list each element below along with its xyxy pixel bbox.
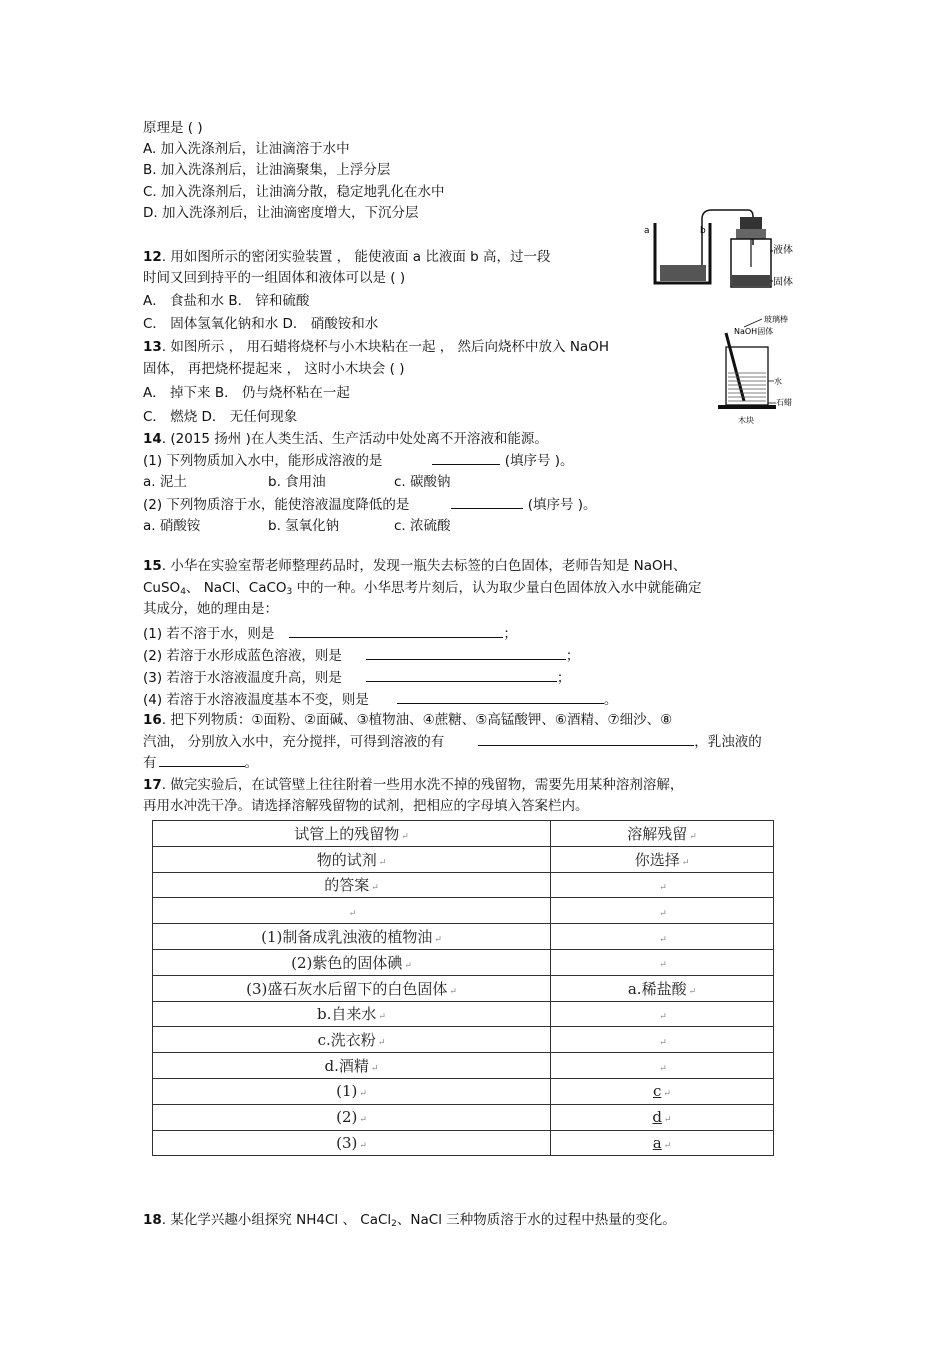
q13-line2: 固体， 再把烧杯提起来 ， 这时小木块会 ( ) xyxy=(143,361,405,377)
table-cell-text: b.自来水 xyxy=(317,1005,377,1024)
table-cell-text: 你选择 xyxy=(634,850,680,869)
table-cell-answer xyxy=(551,975,774,1001)
table-cell-residue xyxy=(153,1001,551,1027)
q13-beaker-figure xyxy=(714,313,814,431)
table-cell-text: 试管上的残留物 xyxy=(294,824,400,843)
table-cell-text: (1) xyxy=(336,1082,358,1101)
q15-item-1-text: (1) 若不溶于水，则是 xyxy=(143,626,275,642)
table-cell-residue xyxy=(153,1027,551,1053)
q12-options-ab: A． 食盐和水 B． 锌和硫酸 xyxy=(143,293,310,309)
q15-blank-2[interactable] xyxy=(366,646,566,660)
return-mark-icon: ↵ xyxy=(681,857,690,868)
q15-formula-nacl-caco: 、 NaCl、CaCO xyxy=(185,580,287,596)
q16-line3 xyxy=(143,753,258,772)
table-cell-residue xyxy=(153,872,551,898)
q15-line2-text: 中的一种。小华思考片刻后，认为取少量白色固体放入水中就能确定 xyxy=(292,580,702,596)
q15-item-4-tail: 。 xyxy=(603,692,618,708)
return-mark-icon: ↵ xyxy=(663,1089,671,1100)
q14-part1-tail: (填序号 )。 xyxy=(500,453,574,469)
q13-options-ab: A． 掉下来 B． 仍与烧杯粘在一起 xyxy=(143,385,350,401)
q14-part2-text: (2) 下列物质溶于水，能使溶液温度降低的是 xyxy=(143,497,410,513)
q14-p1-option-b: b. 食用油 xyxy=(268,474,326,490)
table-row xyxy=(153,949,774,975)
q13-options-cd: C． 燃烧 D． 无任何现象 xyxy=(143,409,298,425)
q18-line xyxy=(143,1211,676,1233)
q15-sub-4: 4 xyxy=(180,587,186,597)
table-row xyxy=(153,1104,774,1130)
q15-sub-3: 3 xyxy=(286,587,293,597)
q14-p1-option-a: a. 泥土 xyxy=(143,474,187,490)
return-mark-icon: ↵ xyxy=(348,908,357,919)
fig-label-a: a xyxy=(644,226,650,236)
q16-line3-text: 有 xyxy=(143,755,157,771)
table-row xyxy=(153,924,774,950)
return-mark-icon: ↵ xyxy=(404,960,412,971)
table-cell-answer xyxy=(551,872,774,898)
fig-label-block: 木块 xyxy=(738,416,754,425)
q16-line3-tail: 。 xyxy=(244,755,258,771)
q15-item-4 xyxy=(143,690,617,709)
table-cell-answer xyxy=(551,1027,774,1053)
q15-item-1-tail: ； xyxy=(503,626,517,642)
q12-apparatus-figure xyxy=(640,205,800,293)
table-cell-text: 溶解残留 xyxy=(627,824,688,843)
q16-stem: . 把下列物质：①面粉、②面碱、③植物油、④蔗糖、⑤高锰酸钾、⑥酒精、⑦细沙、⑧ xyxy=(161,712,673,728)
return-mark-icon: ↵ xyxy=(664,1115,672,1126)
q15-item-1 xyxy=(143,624,517,643)
q15-item-2-tail: ； xyxy=(565,648,580,664)
q14-p2-option-b: b. 氢氧化钠 xyxy=(268,518,340,534)
q11-option-a: A. 加入洗涤剂后，让油滴溶于水中 xyxy=(143,141,350,157)
q16-number: 16 xyxy=(143,712,162,728)
table-cell-text: c.洗衣粉 xyxy=(317,1031,376,1050)
return-mark-icon: ↵ xyxy=(663,1140,672,1151)
q15-line1 xyxy=(143,557,686,575)
table-cell-residue xyxy=(153,1053,551,1079)
table-cell-text: (3)盛石灰水后留下的白色固体 xyxy=(246,979,448,998)
q12-line1 xyxy=(143,248,550,266)
q17-stem: . 做完实验后，在试管壁上往往附着一些用水洗不掉的残留物，需要先用某种溶剂溶解， xyxy=(161,777,684,793)
q14-stem: . (2015 扬州 )在人类生活、生产活动中处处离不开溶液和能源。 xyxy=(161,431,548,447)
q12-stem: . 用如图所示的密闭实验装置 ， 能使液面 a 比液面 b 高，过一段 xyxy=(161,249,551,265)
q14-answer-blank-2[interactable] xyxy=(451,495,523,509)
table-cell-answer xyxy=(551,924,774,950)
table-cell-residue xyxy=(153,898,551,924)
q15-blank-1[interactable] xyxy=(289,624,503,638)
q15-item-3-text: (3) 若溶于水溶液温度升高，则是 xyxy=(143,670,342,686)
q18-sub-2: 2 xyxy=(391,1219,397,1229)
q15-stem: . 小华在实验室帮老师整理药品时，发现一瓶失去标签的白色固体，老师告知是 NaOH、 xyxy=(161,558,687,574)
q15-blank-4[interactable] xyxy=(397,690,604,704)
q13-line1 xyxy=(143,338,609,356)
table-cell-text: 的答案 xyxy=(324,876,370,895)
table-row xyxy=(153,1001,774,1027)
q14-answer-blank-1[interactable] xyxy=(432,451,500,465)
return-mark-icon: ↵ xyxy=(659,908,667,919)
table-cell-answer xyxy=(551,1053,774,1079)
return-mark-icon: ↵ xyxy=(688,986,697,997)
table-row xyxy=(153,898,774,924)
table-cell-residue xyxy=(153,924,551,950)
q16-line2-tail: ，乳浊液的 xyxy=(694,734,762,750)
return-mark-icon: ↵ xyxy=(359,1089,367,1100)
table-cell-answer xyxy=(551,821,774,847)
table-cell-text: (2) xyxy=(336,1108,358,1127)
q17-line1 xyxy=(143,776,683,794)
return-mark-icon: ↵ xyxy=(659,934,667,945)
q15-item-2-text: (2) 若溶于水形成蓝色溶液，则是 xyxy=(143,648,342,664)
q15-item-4-text: (4) 若溶于水溶液温度基本不变，则是 xyxy=(143,692,369,708)
q18-number: 18 xyxy=(143,1212,162,1228)
table-cell-text: (1)制备成乳浊液的植物油 xyxy=(261,928,433,947)
return-mark-icon: ↵ xyxy=(378,1012,386,1023)
fig-label-naoh: NaOH固体 xyxy=(734,327,774,336)
q14-number: 14 xyxy=(143,431,162,447)
table-cell-text: a xyxy=(652,1133,662,1152)
q14-part2-options xyxy=(143,517,451,535)
table-cell-residue xyxy=(153,821,551,847)
q18-text2: 、NaCl 三种物质溶于水的过程中热量的变化。 xyxy=(396,1212,676,1228)
table-cell-residue xyxy=(153,949,551,975)
return-mark-icon: ↵ xyxy=(689,831,697,842)
q15-line2 xyxy=(143,579,702,601)
q15-number: 15 xyxy=(143,558,162,574)
q16-solution-blank[interactable] xyxy=(478,732,694,746)
q16-line1 xyxy=(143,711,672,729)
fig-label-rod: 玻璃棒 xyxy=(764,315,788,324)
table-row xyxy=(153,1027,774,1053)
q11-option-b: B. 加入洗涤剂后，让油滴聚集，上浮分层 xyxy=(143,162,391,178)
q14-part2 xyxy=(143,495,597,514)
return-mark-icon: ↵ xyxy=(659,1063,667,1074)
return-mark-icon: ↵ xyxy=(401,831,409,842)
return-mark-icon: ↵ xyxy=(434,935,442,946)
return-mark-icon: ↵ xyxy=(371,883,379,894)
table-cell-answer xyxy=(551,1130,774,1156)
table-cell-residue xyxy=(153,846,551,872)
q14-p2-option-c: c. 浓硫酸 xyxy=(394,518,451,534)
table-cell-answer xyxy=(551,949,774,975)
return-mark-icon: ↵ xyxy=(659,960,667,971)
table-cell-text: d.酒精 xyxy=(324,1057,369,1076)
q15-item-2 xyxy=(143,646,579,665)
table-cell-answer xyxy=(551,1001,774,1027)
fig-label-water: 水 xyxy=(774,377,782,386)
table-cell-residue xyxy=(153,1130,551,1156)
q16-line2-text: 汽油， 分别放入水中，充分搅拌，可得到溶液的有 xyxy=(143,734,445,750)
table-cell-residue xyxy=(153,1104,551,1130)
fig-label-liquid: 液体 xyxy=(773,245,793,256)
return-mark-icon: ↵ xyxy=(659,882,667,893)
table-cell-text: a.稀盐酸 xyxy=(627,979,687,998)
table-cell-answer xyxy=(551,846,774,872)
table-row xyxy=(153,821,774,847)
return-mark-icon: ↵ xyxy=(370,1064,379,1075)
table-cell-answer xyxy=(551,1078,774,1104)
table-cell-text: (2)紫色的固体碘 xyxy=(291,953,403,972)
q14-p1-option-c: c. 碳酸钠 xyxy=(394,474,451,490)
fig-label-solid: 固体 xyxy=(773,277,793,288)
return-mark-icon: ↵ xyxy=(659,1011,667,1022)
q15-item-3-tail: ； xyxy=(556,670,571,686)
fig-label-b: b xyxy=(700,226,706,236)
return-mark-icon: ↵ xyxy=(449,986,457,997)
q17-line2: 再用水冲洗干净。请选择溶解残留物的试剂，把相应的字母填入答案栏内。 xyxy=(143,798,589,814)
table-cell-answer xyxy=(551,898,774,924)
return-mark-icon: ↵ xyxy=(378,857,387,868)
table-row xyxy=(153,975,774,1001)
table-row xyxy=(153,846,774,872)
table-cell-text: 物的试剂 xyxy=(316,850,377,869)
q18-text: . 某化学兴趣小组探究 NH4Cl 、 CaCl xyxy=(161,1212,392,1228)
table-cell-text: d xyxy=(652,1108,663,1127)
q15-formula-cuso4: CuSO xyxy=(143,580,181,596)
intro-line: 原理是 ( ) xyxy=(143,120,203,136)
q17-number: 17 xyxy=(143,777,162,793)
table-row xyxy=(153,1130,774,1156)
table-row xyxy=(153,1053,774,1079)
return-mark-icon: ↵ xyxy=(377,1038,386,1049)
q16-emulsion-blank[interactable] xyxy=(159,753,245,767)
q15-line3: 其成分，她的理由是： xyxy=(143,601,278,617)
return-mark-icon: ↵ xyxy=(659,1037,667,1048)
q14-part1-options xyxy=(143,473,451,491)
q14-part1 xyxy=(143,451,574,470)
table-cell-text: (3) xyxy=(336,1133,358,1152)
q14-p2-option-a: a. 硝酸铵 xyxy=(143,518,201,534)
return-mark-icon: ↵ xyxy=(359,1140,367,1151)
return-mark-icon: ↵ xyxy=(359,1115,367,1126)
table-cell-residue xyxy=(153,975,551,1001)
table-cell-answer xyxy=(551,1104,774,1130)
q12-line2: 时间又回到持平的一组固体和液体可以是 ( ) xyxy=(143,270,406,286)
q11-option-d: D. 加入洗涤剂后，让油滴密度增大，下沉分层 xyxy=(143,205,419,221)
q12-number: 12 xyxy=(143,249,162,265)
table-row xyxy=(153,872,774,898)
q12-options-cd: C． 固体氢氧化钠和水 D． 硝酸铵和水 xyxy=(143,316,379,332)
q13-stem: . 如图所示 ， 用石蜡将烧杯与小木块粘在一起 ， 然后向烧杯中放入 NaOH xyxy=(161,339,609,355)
table-cell-text: c xyxy=(653,1082,662,1101)
q16-line2 xyxy=(143,732,762,751)
q14-head xyxy=(143,430,548,448)
table-row xyxy=(153,1078,774,1104)
residue-table xyxy=(152,820,774,1156)
q13-number: 13 xyxy=(143,339,162,355)
q15-blank-3[interactable] xyxy=(366,668,557,682)
fig-label-wax: 石蜡 xyxy=(776,398,792,407)
q15-item-3 xyxy=(143,668,570,687)
table-cell-residue xyxy=(153,1078,551,1104)
q14-part2-tail: (填序号 )。 xyxy=(523,497,597,513)
q11-option-c: C. 加入洗涤剂后，让油滴分散，稳定地乳化在水中 xyxy=(143,184,445,200)
q14-part1-text: (1) 下列物质加入水中，能形成溶液的是 xyxy=(143,453,383,469)
